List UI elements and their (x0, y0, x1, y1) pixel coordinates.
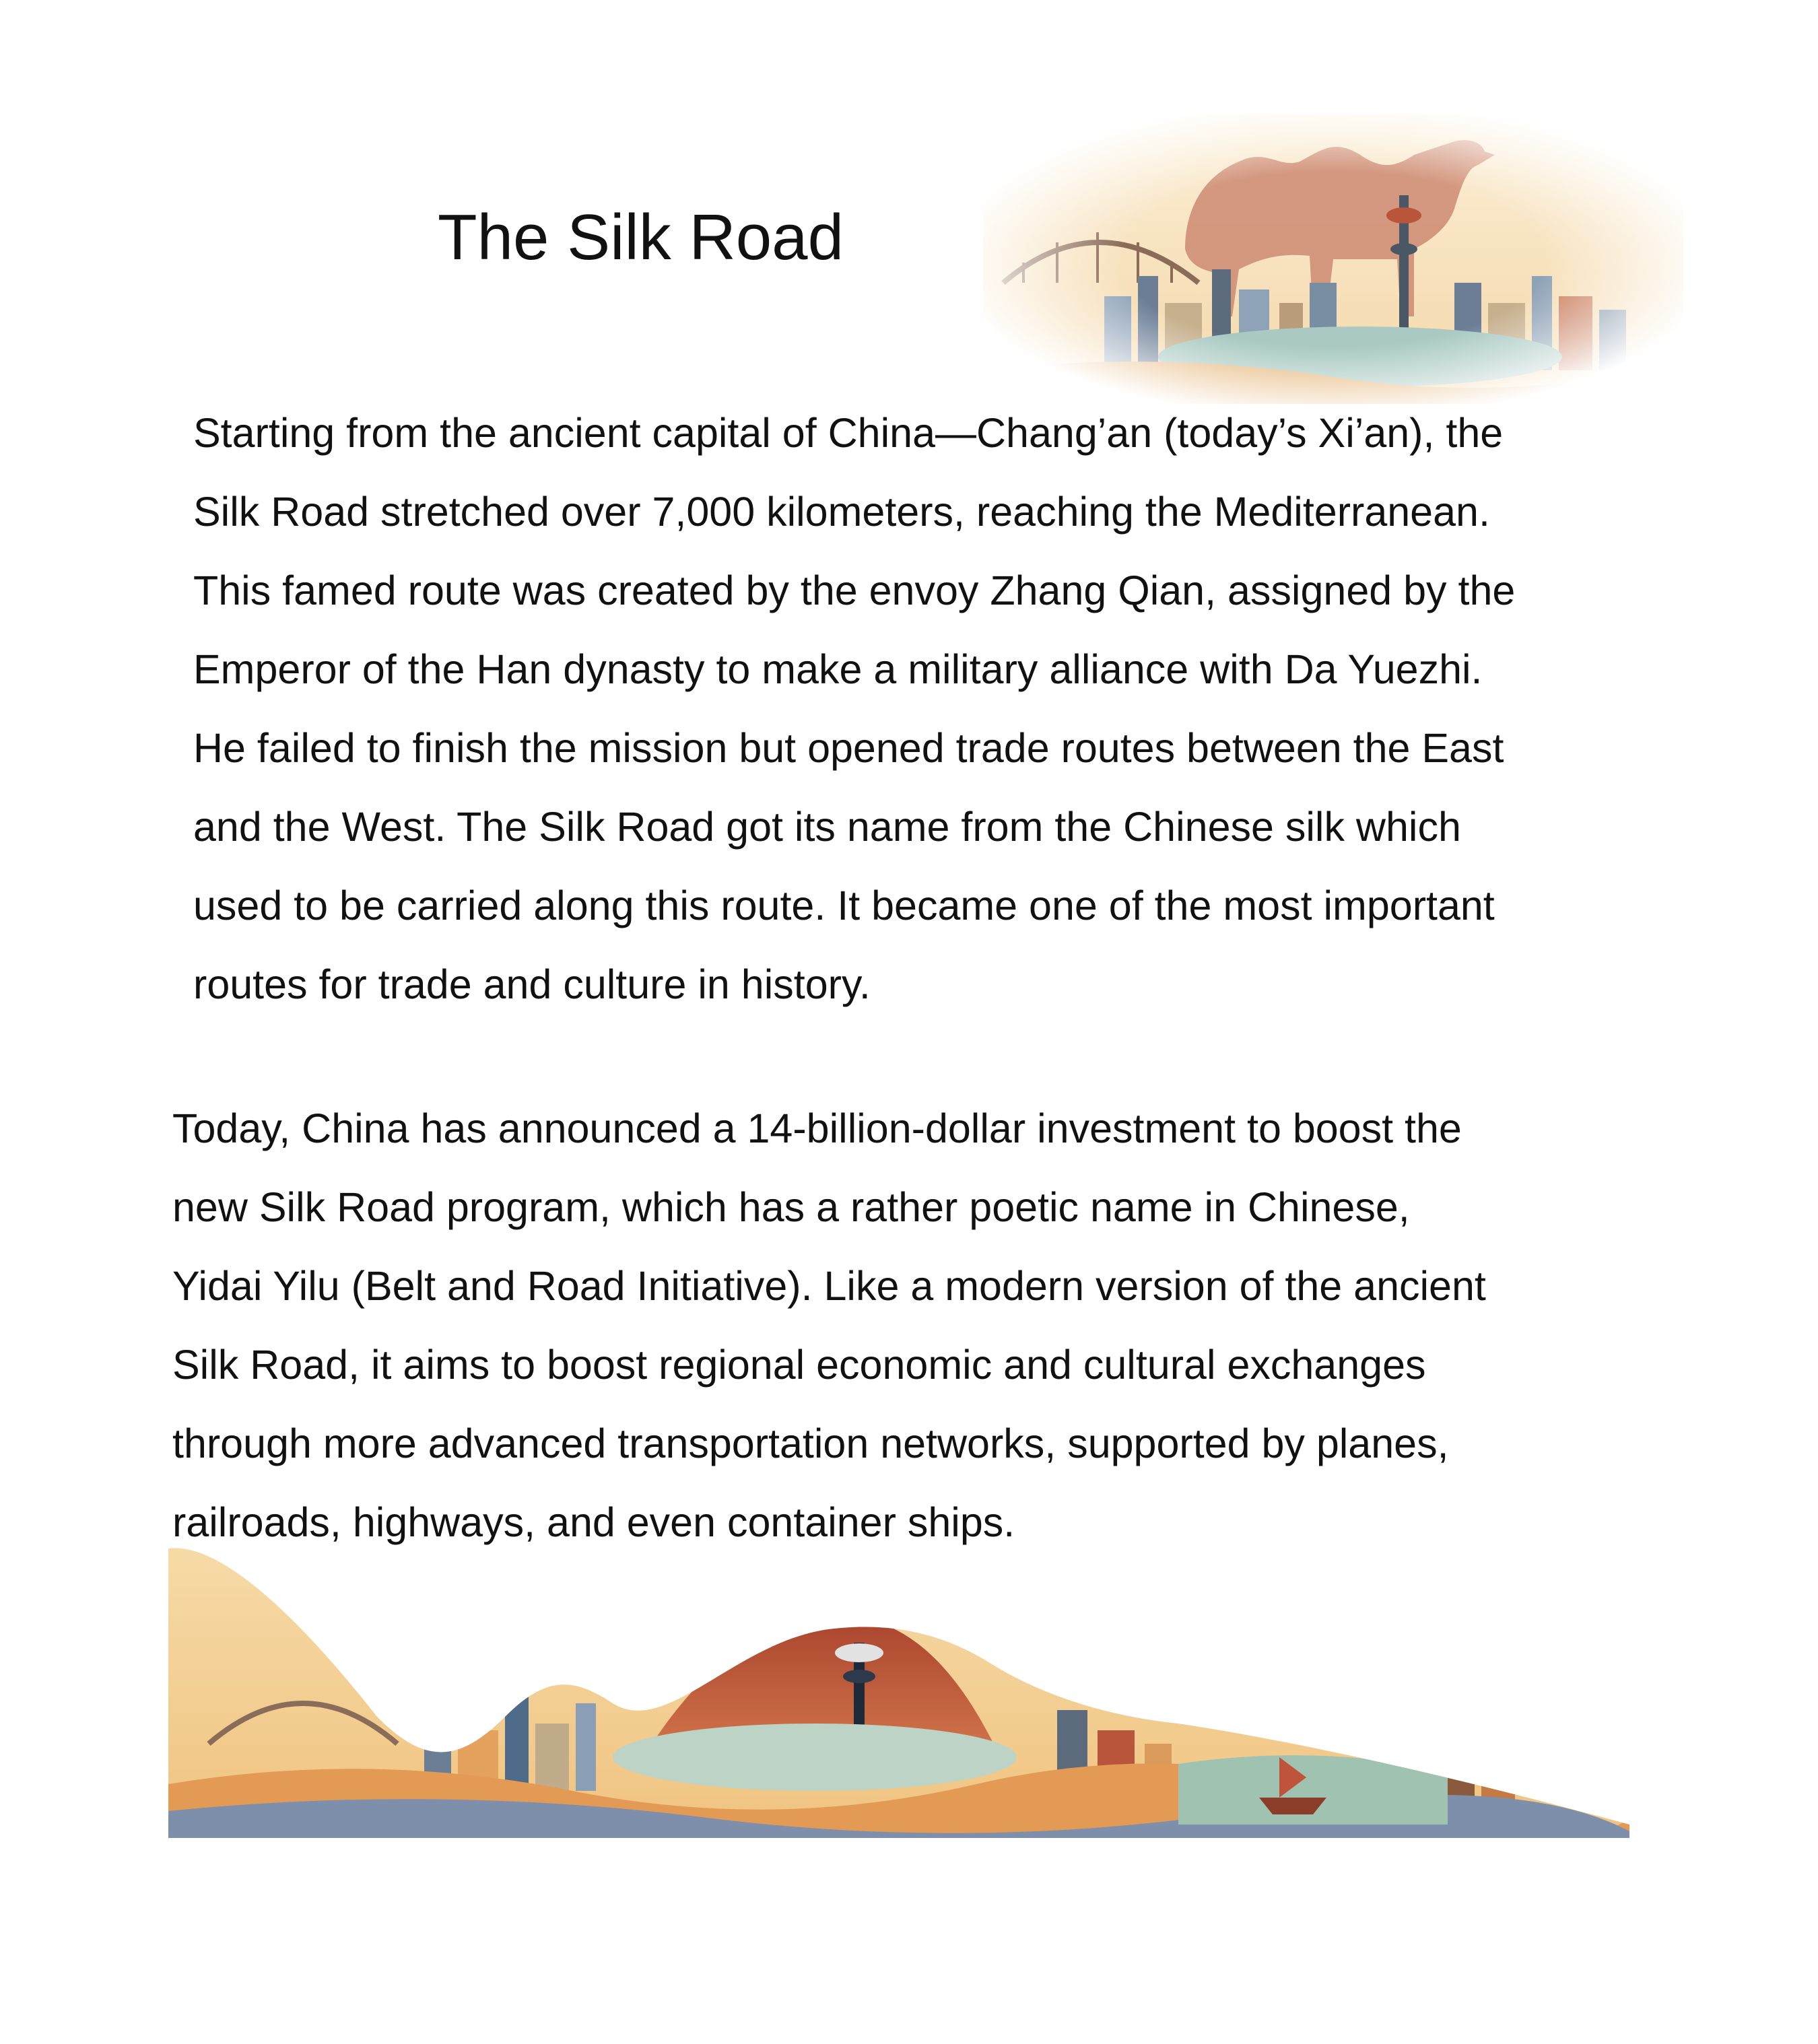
paragraph-line: Starting from the ancient capital of China—Chang’an (today’s Xi’an), the (193, 410, 1504, 456)
paragraph-line: routes for trade and culture in history. (193, 961, 871, 1007)
paragraph-belt-and-road (172, 1089, 1580, 1562)
paragraph-line: and the West. The Silk Road got its name from the Chinese silk which (193, 804, 1461, 850)
paragraph-line: Silk Road stretched over 7,000 kilometers, reaching the Mediterranean. (193, 489, 1490, 535)
paragraph-line: Emperor of the Han dynasty to make a military alliance with Da Yuezhi. (193, 646, 1483, 692)
camel-city-illustration (983, 114, 1683, 404)
paragraph-line: This famed route was created by the envoy Zhang Qian, assigned by the (193, 568, 1516, 613)
paragraph-line: Today, China has announced a 14-billion-dollar investment to boost the (172, 1105, 1462, 1151)
paragraph-line: used to be carried along this route. It became one of the most important (193, 883, 1495, 928)
paragraph-ancient-silk-road (193, 394, 1631, 1024)
paragraph-line: new Silk Road program, which has a rather poetic name in Chinese, (172, 1184, 1410, 1230)
page-title: The Silk Road (438, 201, 844, 273)
paragraph-line: Yidai Yilu (Belt and Road Initiative). Like a modern version of the ancient (172, 1263, 1486, 1309)
silk-road-panorama-illustration (168, 1542, 1629, 1851)
paragraph-line: Silk Road, it aims to boost regional economic and cultural exchanges (172, 1342, 1426, 1388)
lake (613, 1724, 1017, 1791)
paragraph-line: railroads, highways, and even container ships. (172, 1499, 1015, 1545)
paragraph-line: He failed to finish the mission but opened trade routes between the East (193, 725, 1504, 771)
paragraph-line: through more advanced transportation networks, supported by planes, (172, 1421, 1449, 1466)
